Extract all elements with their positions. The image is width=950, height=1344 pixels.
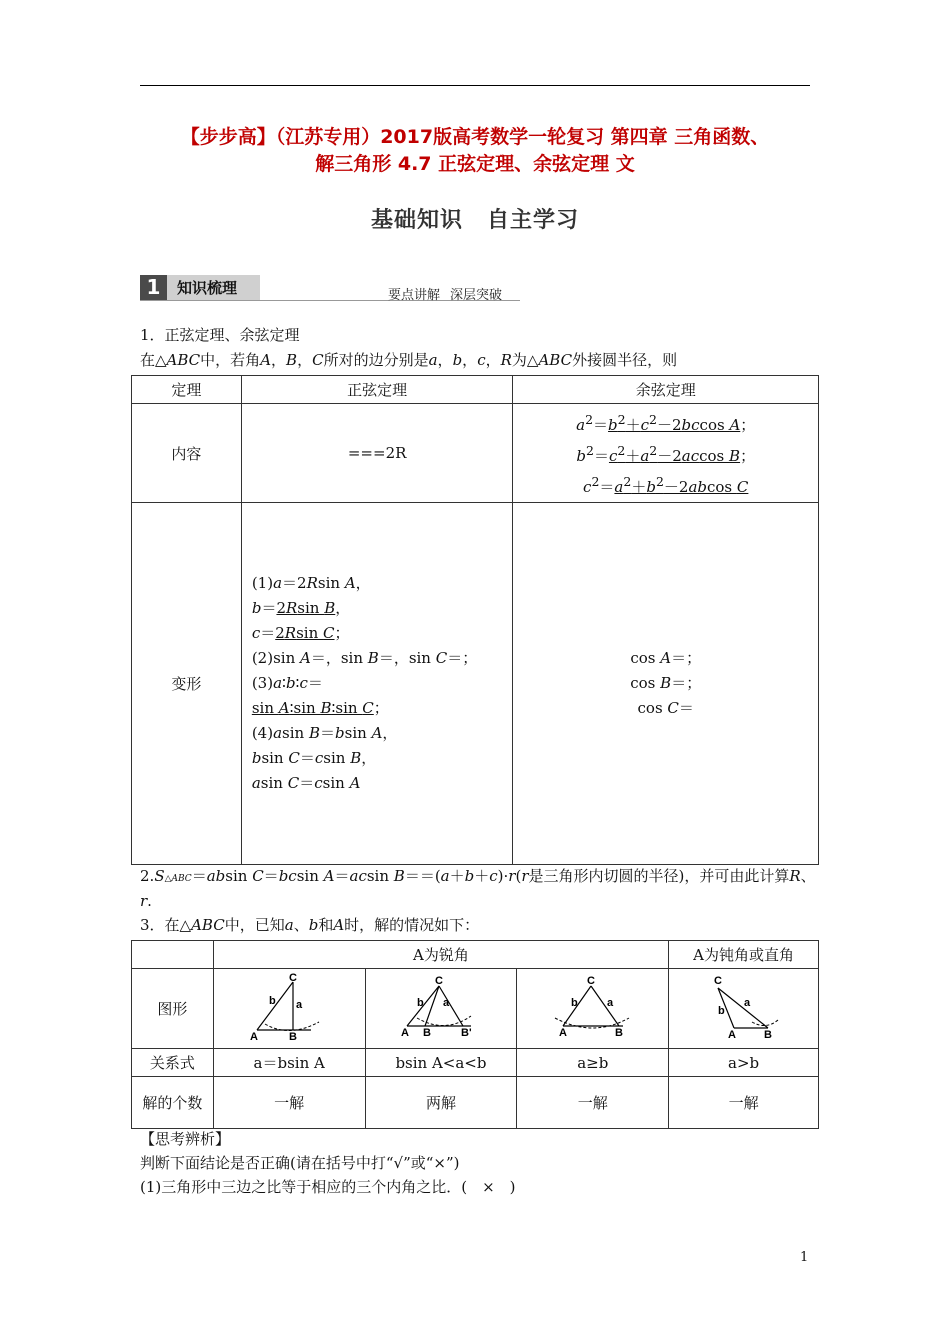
obtuse-header: A为钝角或直角: [669, 941, 819, 969]
svg-text:b: b: [269, 994, 276, 1007]
relation-3: a≥b: [517, 1049, 669, 1077]
figure-cell-2: [365, 969, 517, 1049]
band-number: 1: [140, 275, 167, 300]
section-title-right: 自主学习: [487, 208, 580, 233]
svg-text:B: B: [289, 1030, 298, 1042]
svg-text:A: A: [727, 1028, 736, 1041]
band-subtitle: [388, 284, 502, 303]
svg-text:a: a: [743, 996, 750, 1009]
band-subtitle-a: 要点讲解: [388, 288, 441, 303]
theorem-table: [131, 375, 819, 865]
row-content-label: 内容: [132, 404, 242, 503]
svg-text:A: A: [250, 1030, 259, 1042]
think-q1: (1)三角形中三边之比等于相应的三个内角之比．( × ): [140, 1178, 516, 1196]
think-instruction: 判断下面结论是否正确(请在括号中打“√”或“×”): [140, 1154, 460, 1172]
header-theorem: 定理: [132, 376, 242, 404]
header-sine: 正弦定理: [241, 376, 513, 404]
svg-text:b: b: [416, 996, 424, 1009]
svg-text:a: a: [296, 998, 303, 1011]
sine-content: ===2R: [241, 404, 513, 503]
empty-corner: [132, 941, 214, 969]
figure-obtuse-one-solution: [704, 972, 784, 1042]
cosine-content: $a^2=b^2+c^2-2bccos$ A； $b^2=c^2+a^2-2accos$ B； $c^2=a^2+b^2-2abcos$ C: [513, 404, 819, 503]
figure-one-solution-a-ge-b: [553, 972, 633, 1042]
title-line-2: 解三角形 4.7 正弦定理、余弦定理 文: [315, 153, 635, 175]
svg-text:C: C: [289, 971, 298, 984]
relation-1: a＝bsin A: [213, 1049, 365, 1077]
svg-text:C: C: [586, 974, 595, 987]
count-2: 两解: [365, 1077, 517, 1129]
svg-text:a: a: [606, 996, 613, 1009]
title-line-1: 【步步高】（江苏专用）2017版高考数学一轮复习 第四章 三角函数、: [180, 126, 770, 148]
band-subtitle-b: 深层突破: [450, 288, 503, 303]
svg-text:b: b: [570, 996, 578, 1009]
figure-one-solution-right: [249, 972, 329, 1042]
figure-cell-3: [517, 969, 669, 1049]
svg-text:B: B: [763, 1028, 772, 1041]
count-label: 解的个数: [132, 1077, 214, 1129]
item1-intro: 在△ABC中，若角A，B，C所对的边分别是a，b，c，R为△ABC外接圆半径，则: [140, 351, 678, 369]
item3-title: 3．在△ABC中，已知a、b和A时，解的情况如下：: [140, 916, 480, 934]
svg-text:B': B': [460, 1026, 472, 1039]
top-rule: [140, 85, 810, 86]
document-title: [130, 124, 820, 178]
header-cosine: 余弦定理: [513, 376, 819, 404]
relation-4: a>b: [669, 1049, 819, 1077]
svg-text:A: A: [400, 1026, 409, 1039]
solution-table: [131, 940, 819, 1129]
svg-text:C: C: [713, 974, 722, 987]
figure-cell-4: [669, 969, 819, 1049]
cosine-transforms: cos A＝； cos B＝； cos C＝: [513, 503, 819, 865]
sine-transforms: (1)a＝2Rsin A， b＝2Rsin B， c＝2Rsin C； (2)sin A＝，sin B＝，sin C＝； (3)a∶b∶c＝ sin A∶sin B∶sin C； (4)asin B＝bsin A， bsin C＝csin B， asin C＝csin A: [241, 503, 513, 865]
section-title-left: 基础知识: [370, 208, 463, 233]
svg-text:C: C: [434, 974, 443, 987]
section-title: [0, 203, 950, 234]
item1-title: 1．正弦定理、余弦定理: [140, 326, 300, 344]
count-4: 一解: [669, 1077, 819, 1129]
item2-text: 2.S△ABC＝absin C＝bcsin A＝acsin B＝＝(a＋b＋c)·r(r是三角形内切圆的半径)，并可由此计算R、r.: [140, 867, 816, 910]
svg-text:b: b: [717, 1004, 725, 1017]
row-transform-label: 变形: [132, 503, 242, 865]
count-1: 一解: [213, 1077, 365, 1129]
think-heading: 【思考辨析】: [140, 1130, 231, 1148]
figure-two-solutions: [401, 972, 481, 1042]
figure-label: 图形: [132, 969, 214, 1049]
svg-text:B: B: [422, 1026, 431, 1039]
band-label: 知识梳理: [177, 279, 238, 297]
relation-2: bsin A<a<b: [365, 1049, 517, 1077]
svg-text:B: B: [614, 1026, 623, 1039]
acute-header: A为锐角: [213, 941, 668, 969]
relation-label: 关系式: [132, 1049, 214, 1077]
figure-cell-1: [213, 969, 365, 1049]
page-number: 1: [800, 1250, 809, 1265]
count-3: 一解: [517, 1077, 669, 1129]
svg-text:A: A: [558, 1026, 567, 1039]
svg-text:a: a: [442, 996, 450, 1009]
